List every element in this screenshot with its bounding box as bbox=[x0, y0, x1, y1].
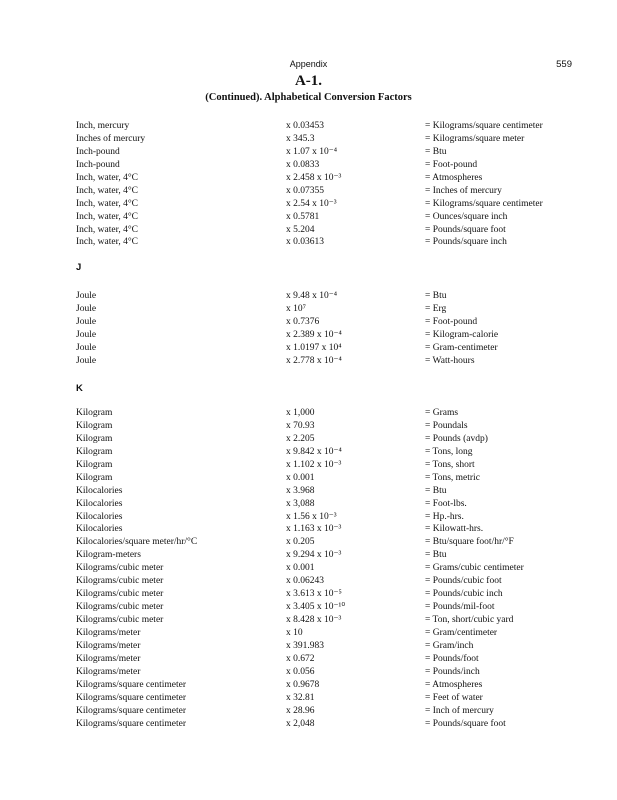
multiplier: x 345.3 bbox=[286, 133, 315, 144]
unit-from: Inch, water, 4°C bbox=[76, 172, 138, 183]
unit-to: = Pounds (avdp) bbox=[425, 433, 488, 444]
unit-to: = Grams bbox=[425, 408, 459, 418]
unit-to: = Foot-pound bbox=[425, 159, 478, 170]
unit-to: = Inches of mercury bbox=[425, 185, 502, 196]
unit-to: = Atmospheres bbox=[425, 172, 483, 183]
unit-from: Kilograms/cubic meter bbox=[76, 615, 164, 625]
unit-from: Kilograms/square centimeter bbox=[76, 718, 187, 729]
unit-to: = Tons, long bbox=[425, 446, 473, 457]
unit-from: Kilocalories bbox=[76, 485, 123, 496]
unit-from: Kilograms/meter bbox=[76, 666, 141, 677]
multiplier: x 2.205 bbox=[286, 433, 315, 444]
multiplier: x 1.56 x 10⁻³ bbox=[286, 511, 337, 522]
unit-to: = Tons, metric bbox=[425, 472, 480, 483]
unit-from: Inches of mercury bbox=[76, 133, 146, 144]
multiplier: x 0.001 bbox=[286, 563, 315, 574]
unit-to: = Foot-lbs. bbox=[425, 498, 467, 509]
table-title: (Continued). Alphabetical Conversion Factors bbox=[205, 92, 412, 103]
multiplier: x 1.07 x 10⁻⁴ bbox=[286, 146, 338, 157]
multiplier: x 2.54 x 10⁻³ bbox=[286, 198, 337, 209]
multiplier: x 5.204 bbox=[286, 224, 315, 235]
unit-to: = Pounds/square foot bbox=[425, 224, 506, 235]
unit-from: Inch-pound bbox=[76, 146, 120, 157]
unit-from: Kilogram-meters bbox=[76, 550, 141, 561]
unit-from: Kilograms/cubic meter bbox=[76, 563, 164, 574]
unit-to: = Gram/centimeter bbox=[425, 627, 498, 638]
multiplier: x 0.06243 bbox=[286, 576, 324, 587]
unit-from: Kilograms/square centimeter bbox=[76, 692, 187, 703]
unit-from: Inch, water, 4°C bbox=[76, 211, 138, 222]
unit-from: Joule bbox=[76, 316, 97, 327]
unit-to: = Kilogram-calorie bbox=[425, 329, 499, 340]
unit-to: = Btu bbox=[425, 146, 447, 157]
multiplier: x 2,048 bbox=[286, 718, 315, 729]
unit-to: = Pounds/inch bbox=[425, 666, 480, 677]
unit-from: Inch, water, 4°C bbox=[76, 237, 138, 248]
multiplier: x 1.163 x 10⁻³ bbox=[286, 524, 342, 535]
unit-from: Kilograms/cubic meter bbox=[76, 602, 164, 613]
unit-from: Inch, water, 4°C bbox=[76, 224, 138, 235]
unit-to: = Pounds/square inch bbox=[425, 237, 507, 248]
unit-to: = Foot-pound bbox=[425, 316, 478, 327]
unit-from: Kilograms/cubic meter bbox=[76, 589, 164, 600]
multiplier: x 1.0197 x 10⁴ bbox=[286, 342, 342, 353]
unit-from: Kilograms/meter bbox=[76, 640, 141, 651]
multiplier: x 0.056 bbox=[286, 666, 315, 677]
unit-from: Kilograms/meter bbox=[76, 653, 141, 664]
page-number: 559 bbox=[556, 59, 572, 70]
multiplier: x 2.458 x 10⁻³ bbox=[286, 172, 342, 183]
unit-from: Kilogram bbox=[76, 433, 113, 444]
unit-to: = Ton, short/cubic yard bbox=[425, 615, 514, 625]
unit-to: = Kilograms/square meter bbox=[425, 133, 525, 144]
multiplier: x 2.778 x 10⁻⁴ bbox=[286, 355, 342, 366]
multiplier: x 70.93 bbox=[286, 420, 315, 431]
unit-to: = Feet of water bbox=[425, 692, 483, 703]
unit-from: Joule bbox=[76, 303, 97, 314]
multiplier: x 0.07355 bbox=[286, 185, 324, 196]
unit-from: Kilocalories bbox=[76, 498, 123, 509]
multiplier: x 3.968 bbox=[286, 485, 315, 496]
unit-to: = Pounds/cubic inch bbox=[425, 589, 503, 600]
multiplier: x 0.9678 bbox=[286, 679, 320, 690]
unit-from: Inch, water, 4°C bbox=[76, 198, 138, 209]
multiplier: x 10⁷ bbox=[286, 303, 306, 314]
multiplier: x 0.03613 bbox=[286, 237, 324, 248]
multiplier: x 32.81 bbox=[286, 692, 315, 703]
unit-from: Kilogram bbox=[76, 472, 113, 483]
unit-from: Kilograms/square centimeter bbox=[76, 705, 187, 716]
unit-from: Kilogram bbox=[76, 420, 113, 431]
multiplier: x 2.389 x 10⁻⁴ bbox=[286, 329, 342, 340]
unit-to: = Gram-centimeter bbox=[425, 342, 498, 353]
section-letter-k: K bbox=[76, 383, 83, 394]
unit-to: = Erg bbox=[425, 303, 447, 314]
unit-to: = Ounces/square inch bbox=[425, 211, 508, 222]
unit-to: = Pounds/foot bbox=[425, 653, 479, 664]
unit-from: Inch, mercury bbox=[76, 121, 130, 131]
unit-to: = Watt-hours bbox=[425, 355, 475, 366]
multiplier: x 8.428 x 10⁻³ bbox=[286, 615, 342, 625]
unit-from: Kilocalories bbox=[76, 511, 123, 522]
unit-from: Joule bbox=[76, 291, 97, 301]
unit-to: = Hp.-hrs. bbox=[425, 511, 464, 522]
unit-from: Joule bbox=[76, 342, 97, 353]
multiplier: x 1.102 x 10⁻³ bbox=[286, 459, 342, 470]
unit-to: = Grams/cubic centimeter bbox=[425, 563, 524, 574]
unit-from: Kilocalories bbox=[76, 524, 123, 535]
unit-to: = Kilograms/square centimeter bbox=[425, 121, 543, 131]
unit-to: = Btu bbox=[425, 550, 447, 561]
unit-from: Inch-pound bbox=[76, 159, 120, 170]
unit-from: Kilogram bbox=[76, 459, 113, 470]
multiplier: x 0.0833 bbox=[286, 159, 320, 170]
unit-to: = Kilowatt-hrs. bbox=[425, 524, 484, 535]
multiplier: x 0.5781 bbox=[286, 211, 320, 222]
multiplier: x 1,000 bbox=[286, 408, 315, 418]
multiplier: x 9.294 x 10⁻³ bbox=[286, 550, 342, 561]
unit-to: = Kilograms/square centimeter bbox=[425, 198, 543, 209]
running-head: Appendix bbox=[289, 59, 328, 69]
multiplier: x 3.405 x 10⁻¹⁰ bbox=[286, 602, 346, 613]
unit-from: Joule bbox=[76, 355, 97, 366]
multiplier: x 3,088 bbox=[286, 498, 315, 509]
multiplier: x 0.03453 bbox=[286, 121, 324, 131]
unit-to: = Tons, short bbox=[425, 459, 475, 470]
multiplier: x 0.7376 bbox=[286, 316, 320, 327]
unit-from: Joule bbox=[76, 329, 97, 340]
unit-from: Kilogram bbox=[76, 446, 113, 457]
multiplier: x 3.613 x 10⁻⁵ bbox=[286, 589, 342, 600]
unit-from: Kilogram bbox=[76, 408, 113, 418]
unit-from: Kilograms/cubic meter bbox=[76, 576, 164, 587]
unit-to: = Btu bbox=[425, 485, 447, 496]
unit-from: Inch, water, 4°C bbox=[76, 185, 138, 196]
multiplier: x 0.672 bbox=[286, 653, 315, 664]
unit-from: Kilograms/meter bbox=[76, 627, 141, 638]
unit-to: = Pounds/cubic foot bbox=[425, 576, 502, 587]
unit-to: = Atmospheres bbox=[425, 679, 483, 690]
unit-from: Kilocalories/square meter/hr/°C bbox=[76, 537, 198, 548]
unit-to: = Poundals bbox=[425, 420, 468, 431]
unit-from: Kilograms/square centimeter bbox=[76, 679, 187, 690]
multiplier: x 391.983 bbox=[286, 640, 324, 651]
multiplier: x 9.842 x 10⁻⁴ bbox=[286, 446, 342, 457]
unit-to: = Pounds/square foot bbox=[425, 718, 506, 729]
multiplier: x 10 bbox=[286, 627, 303, 638]
table-number: A-1. bbox=[294, 73, 323, 89]
multiplier: x 28.96 bbox=[286, 705, 315, 716]
unit-to: = Btu bbox=[425, 291, 447, 301]
unit-to: = Pounds/mil-foot bbox=[425, 602, 495, 613]
multiplier: x 0.001 bbox=[286, 472, 315, 483]
multiplier: x 9.48 x 10⁻⁴ bbox=[286, 291, 338, 301]
unit-to: = Inch of mercury bbox=[425, 705, 494, 716]
multiplier: x 0.205 bbox=[286, 537, 315, 548]
section-letter-j: J bbox=[76, 262, 82, 273]
unit-to: = Gram/inch bbox=[425, 640, 474, 651]
unit-to: = Btu/square foot/hr/°F bbox=[425, 537, 514, 548]
